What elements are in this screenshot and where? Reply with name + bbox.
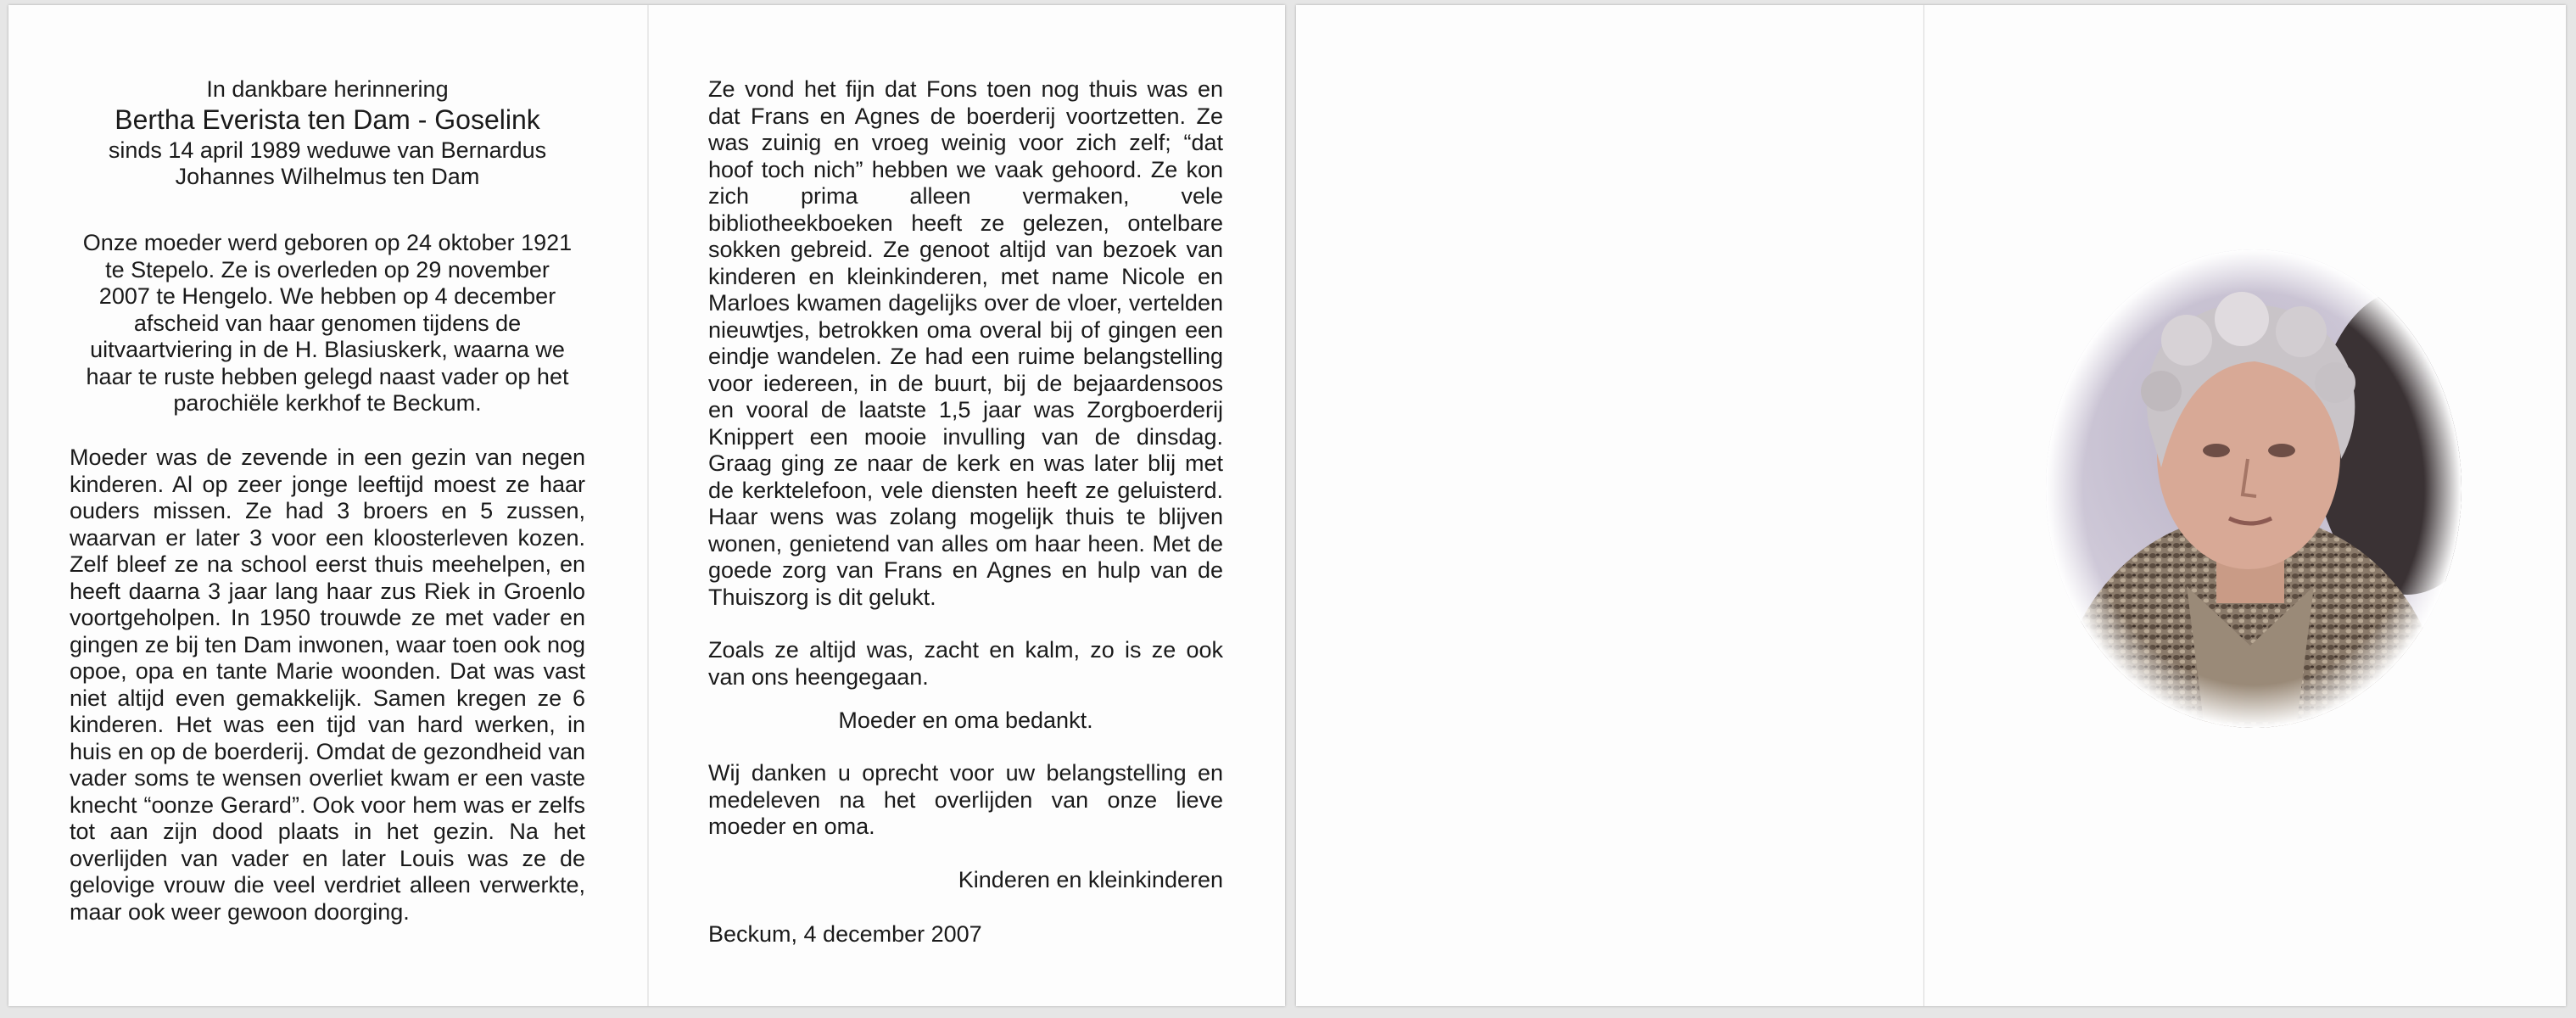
signature: Kinderen en kleinkinderen (958, 867, 1223, 892)
widow-line-1: sinds 14 april 1989 weduwe van Bernardus (108, 137, 547, 163)
portrait-photo-icon (2042, 247, 2465, 731)
left-page (8, 5, 647, 1006)
deceased-name: Bertha Everista ten Dam - Goselink (115, 103, 540, 135)
signature-block (708, 867, 1223, 894)
paragraph-3: Wij danken u oprecht voor uw belangstelling en medeleven na het overlijden van onze lieve moeder en oma. (708, 760, 1223, 839)
heading-block (70, 76, 585, 191)
inner-spread (8, 5, 1285, 1006)
birth-paragraph: Onze moeder werd geboren op 24 oktober 1921 te Stepelo. Ze is overleden op 29 november 2007 te Hengelo. We hebben op 4 december afscheid van haar genomen tijdens de uitvaartviering in de H. Blasiuskerk, waarna we haar te ruste hebben gelegd naast vader op het parochiële kerkhof te Beckum. (82, 230, 573, 416)
portrait-photo (2042, 247, 2465, 731)
outer-spread (1296, 5, 2566, 1006)
paragraph-1: Ze vond het fijn dat Fons toen nog thuis was en dat Frans en Agnes de boerderij voortzetten. Ze was zuinig en vroeg weinig voor zich zelf; “dat hoof toch nich” hebben we vaak gehoord. Ze kon zich prima alleen vermaken, vele bibliotheekboeken heeft ze gelezen, ontelbare sokken gebreid. Ze genoot altijd van bezoek van kinderen en kleinkinderen, met name Nicole en Marloes kwamen dagelijks over de vloer, vertelden nieuwtjes, betrokken oma overal bij of gingen een eindje wandelen. Ze had een ruime belangstelling voor iedereen, in de buurt, bij de bejaardensoos en vooral de laatste 1,5 jaar was Zorgboerderij Knippert een mooie invulling van de dinsdag. Graag ging ze naar de kerk en was later blij met de kerktelefoon, vele diensten heeft ze geluisterd. Haar wens was zolang mogelijk thuis te blijven wonen, genietend van alles om haar heen. Met de goede zorg van Frans en Agnes en hulp van de Thuiszorg is dit gelukt. (708, 76, 1223, 610)
life-paragraph-block (70, 445, 585, 926)
fold-line (1923, 5, 1925, 1006)
intro-line: In dankbare herinnering (206, 76, 449, 102)
place-date-block (708, 921, 1223, 948)
thanks-block (708, 708, 1223, 735)
thanks-line: Moeder en oma bedankt. (838, 708, 1093, 733)
birth-paragraph-block (78, 230, 577, 417)
paragraph-3-block (708, 760, 1223, 841)
right-page (649, 5, 1285, 1006)
paragraph-1-block (708, 76, 1223, 611)
paragraph-2: Zoals ze altijd was, zacht en kalm, zo is ze ook van ons heengegaan. (708, 637, 1223, 690)
life-paragraph: Moeder was de zevende in een gezin van negen kinderen. Al op zeer jonge leeftijd moest ze haar ouders missen. Ze had 3 broers en 5 zussen, waarvan er later 3 voor een kloosterleven kozen. Zelf bleef ze na school eerst thuis meehelpen, en heeft daarna 3 jaar lang haar zus Riek in Groenlo voortgeholpen. In 1950 trouwde ze met vader en gingen ze bij ten Dam inwonen, waar toen ook nog opoe, opa en tante Marie woonden. Dat was vast niet altijd even gemakkelijk. Samen kregen ze 6 kinderen. Het was een tijd van hard werken, in huis en op de boerderij. Omdat de gezondheid van vader soms te wensen overliet kwam er een vaste knecht “oonze Gerard”. Ook voor hem was er zelfs tot aan zijn dood plaats in het gezin. Na het overlijden van vader en later Louis was ze de gelovige vrouw die veel verdriet alleen verwerkte, maar ook weer gewoon doorging. (70, 445, 585, 925)
widow-line-2: Johannes Wilhelmus ten Dam (175, 164, 480, 189)
place-date: Beckum, 4 december 2007 (708, 921, 982, 947)
paragraph-2-block (708, 637, 1223, 691)
